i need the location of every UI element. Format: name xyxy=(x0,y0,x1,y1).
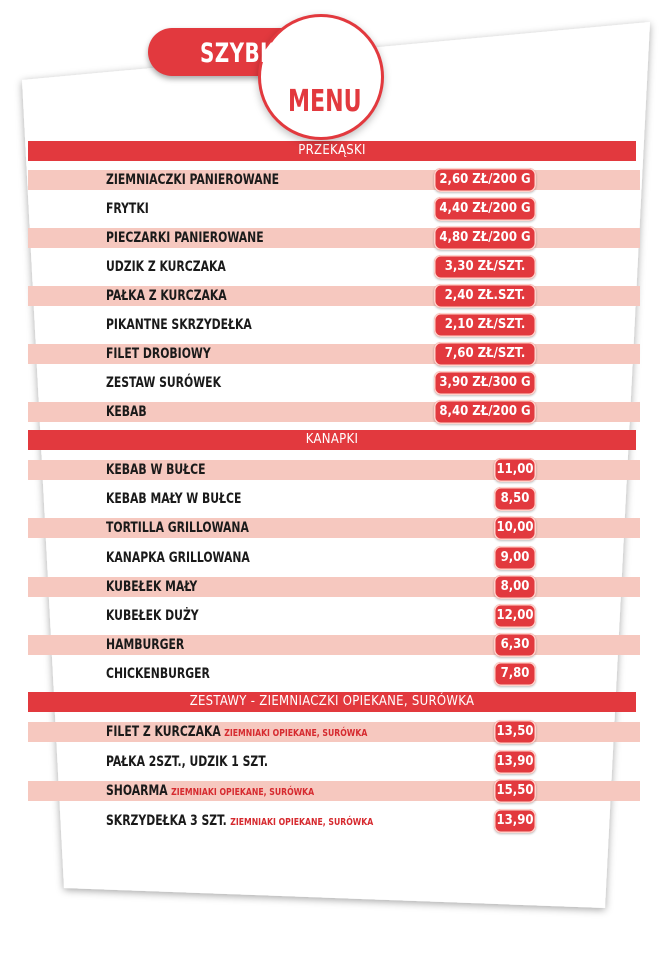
price-badge: 8,00 xyxy=(494,575,536,599)
section-header: PRZEKĄSKI xyxy=(28,141,636,161)
logo-title: SZYBKIE xyxy=(200,38,298,69)
price-badge: 13,50 xyxy=(494,720,536,744)
price-badge: 4,40 ZŁ/200 G xyxy=(434,197,536,221)
price-badge: 6,30 xyxy=(494,633,536,657)
price-badge: 8,50 xyxy=(494,487,536,511)
item-name xyxy=(106,754,268,770)
menu-item xyxy=(28,722,640,742)
menu-item xyxy=(28,257,640,277)
item-name-text: KANAPKA GRILLOWANA xyxy=(106,549,250,566)
item-name xyxy=(106,288,227,304)
item-name xyxy=(106,172,279,188)
menu-item xyxy=(28,548,640,568)
item-name xyxy=(106,462,206,478)
item-name xyxy=(106,317,252,333)
logo xyxy=(148,14,388,138)
menu-item xyxy=(28,489,640,509)
menu-item xyxy=(28,606,640,626)
price-badge: 9,00 xyxy=(494,546,536,570)
item-name-text: KEBAB MAŁY W BUŁCE xyxy=(106,491,242,508)
price-badge: 12,00 xyxy=(494,604,536,628)
menu-item xyxy=(28,315,640,335)
price-badge: 13,90 xyxy=(494,750,536,774)
item-name-text: FILET DROBIOWY xyxy=(106,346,211,362)
price-badge: 7,60 ZŁ/SZT. xyxy=(434,342,536,366)
item-name xyxy=(106,783,314,799)
item-name xyxy=(106,201,149,217)
menu-item xyxy=(28,199,640,219)
item-name xyxy=(106,608,199,624)
item-name xyxy=(106,813,373,829)
price-badge: 10,00 xyxy=(494,516,536,540)
item-name-text: ZIEMNIACZKI PANIEROWANE xyxy=(106,172,280,188)
item-name xyxy=(106,346,211,362)
price-badge: 15,50 xyxy=(494,779,536,803)
item-name-text: HAMBURGER xyxy=(106,637,185,654)
menu-item xyxy=(28,781,640,801)
price-badge: 3,90 ZŁ/300 G xyxy=(434,371,536,395)
item-name-text: KUBEŁEK DUŻY xyxy=(106,608,199,624)
menu-item xyxy=(28,373,640,393)
logo-circle xyxy=(258,14,384,140)
item-name xyxy=(106,404,147,420)
menu-item xyxy=(28,635,640,655)
price-badge: 2,40 ZŁ.SZT. xyxy=(434,284,536,308)
item-name-text: CHICKENBURGER xyxy=(106,666,210,683)
item-note: ZIEMNIAKI OPIEKANE, SURÓWKA xyxy=(224,728,368,739)
item-name-text: KEBAB xyxy=(106,404,147,420)
item-name xyxy=(106,491,241,507)
item-name-text: FILET Z KURCZAKA xyxy=(106,724,221,740)
item-name xyxy=(106,666,210,682)
price-badge: 11,00 xyxy=(494,458,536,482)
item-name-text: TORTILLA GRILLOWANA xyxy=(106,520,249,537)
item-name-text: PIKANTNE SKRZYDEŁKA xyxy=(106,317,252,333)
price-badge: 3,30 ZŁ/SZT. xyxy=(434,255,536,279)
menu-item xyxy=(28,460,640,480)
menu-item xyxy=(28,664,640,684)
price-badge: 2,10 ZŁ/SZT. xyxy=(434,313,536,337)
item-name xyxy=(106,259,226,275)
menu-item xyxy=(28,170,640,190)
item-name xyxy=(106,520,249,536)
item-name-text: PAŁKA Z KURCZAKA xyxy=(106,288,227,304)
item-name-text: FRYTKI xyxy=(106,201,149,217)
item-note: ZIEMNIAKI OPIEKANE, SURÓWKA xyxy=(171,787,315,798)
item-name xyxy=(106,637,184,653)
item-name xyxy=(106,375,221,391)
menu-item xyxy=(28,402,640,422)
logo-subtitle: MENU xyxy=(288,84,362,119)
price-badge: 7,80 xyxy=(494,662,536,686)
section-header: KANAPKI xyxy=(28,430,636,450)
item-name-text: KEBAB W BUŁCE xyxy=(106,462,206,478)
menu-item xyxy=(28,286,640,306)
item-name-text: SKRZYDEŁKA 3 SZT. xyxy=(106,812,227,829)
item-name xyxy=(106,724,367,740)
item-name-text: PIECZARKI PANIEROWANE xyxy=(106,230,264,246)
price-badge: 4,80 ZŁ/200 G xyxy=(434,226,536,250)
price-badge: 2,60 ZŁ/200 G xyxy=(434,168,536,192)
item-name xyxy=(106,579,197,595)
item-name-text: KUBEŁEK MAŁY xyxy=(106,578,198,595)
menu-item xyxy=(28,752,640,772)
item-name-text: UDZIK Z KURCZAKA xyxy=(106,259,226,275)
menu-item xyxy=(28,811,640,831)
item-name xyxy=(106,230,264,246)
menu-item xyxy=(28,228,640,248)
item-name-text: ZESTAW SURÓWEK xyxy=(106,375,221,391)
item-name-text: SHOARMA xyxy=(106,783,168,799)
menu-item xyxy=(28,577,640,597)
item-note: ZIEMNIAKI OPIEKANE, SURÓWKA xyxy=(230,816,374,828)
menu-item xyxy=(28,344,640,364)
menu-item xyxy=(28,518,640,538)
price-badge: 13,90 xyxy=(494,809,536,833)
item-name-text: PAŁKA 2SZT., UDZIK 1 SZT. xyxy=(106,753,268,770)
price-badge: 8,40 ZŁ/200 G xyxy=(434,400,536,424)
item-name xyxy=(106,550,250,566)
section-header: ZESTAWY - ZIEMNIACZKI OPIEKANE, SURÓWKA xyxy=(28,692,636,712)
